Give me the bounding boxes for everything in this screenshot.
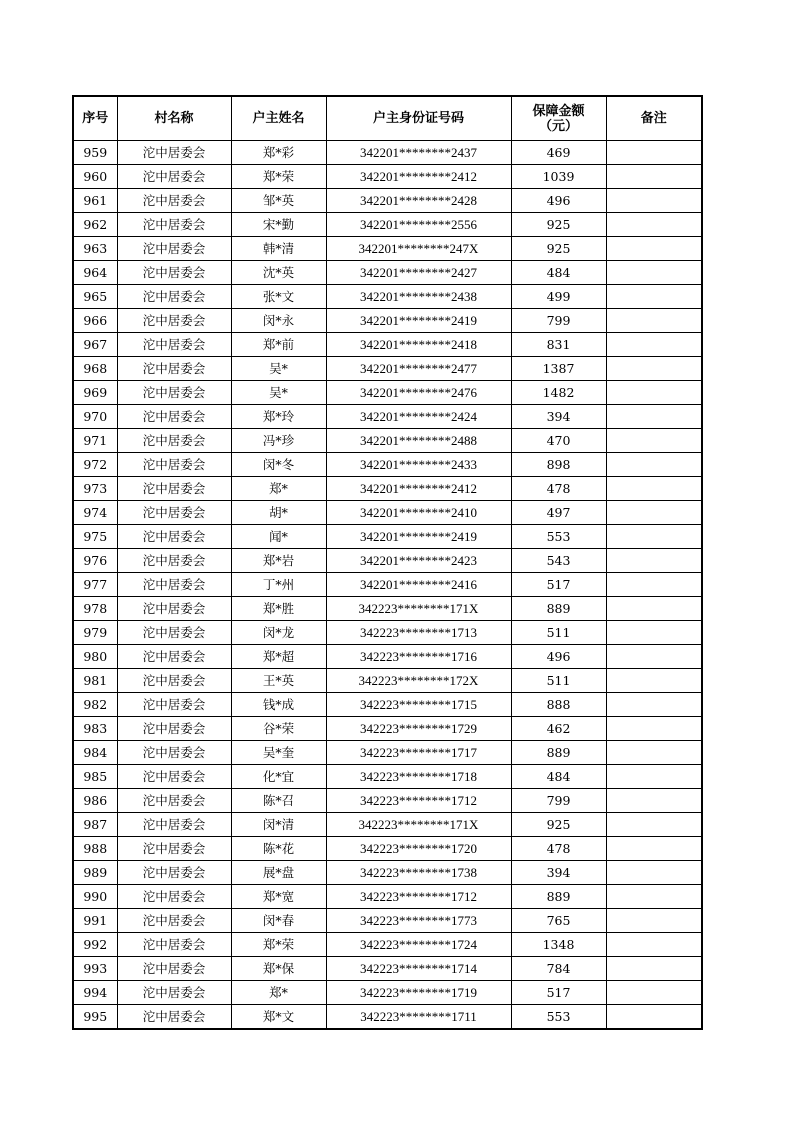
cell-village: 沱中居委会 — [117, 453, 231, 477]
cell-village: 沱中居委会 — [117, 813, 231, 837]
cell-remark — [606, 645, 702, 669]
cell-id-number: 342223********1720 — [326, 837, 511, 861]
cell-head-name: 邹*英 — [231, 189, 326, 213]
cell-head-name: 郑*岩 — [231, 549, 326, 573]
cell-id-number: 342201********2477 — [326, 357, 511, 381]
cell-village: 沱中居委会 — [117, 429, 231, 453]
cell-village: 沱中居委会 — [117, 501, 231, 525]
cell-id-number: 342201********2427 — [326, 261, 511, 285]
cell-id-number: 342201********2433 — [326, 453, 511, 477]
cell-village: 沱中居委会 — [117, 717, 231, 741]
cell-remark — [606, 669, 702, 693]
cell-village: 沱中居委会 — [117, 357, 231, 381]
cell-amount: 553 — [511, 1005, 606, 1030]
cell-head-name: 陈*召 — [231, 789, 326, 813]
cell-head-name: 钱*成 — [231, 693, 326, 717]
table-row — [73, 477, 702, 501]
table-row — [73, 141, 702, 165]
header-head-name: 户主姓名 — [231, 96, 326, 141]
cell-remark — [606, 285, 702, 309]
cell-amount: 1482 — [511, 381, 606, 405]
cell-remark — [606, 621, 702, 645]
cell-village: 沱中居委会 — [117, 333, 231, 357]
cell-head-name: 沈*英 — [231, 261, 326, 285]
cell-village: 沱中居委会 — [117, 1005, 231, 1030]
cell-remark — [606, 597, 702, 621]
cell-village: 沱中居委会 — [117, 933, 231, 957]
table-row — [73, 213, 702, 237]
cell-seq: 984 — [73, 741, 117, 765]
cell-id-number: 342223********171X — [326, 597, 511, 621]
table-row — [73, 621, 702, 645]
cell-id-number: 342201********2424 — [326, 405, 511, 429]
table-row — [73, 285, 702, 309]
cell-id-number: 342201********2438 — [326, 285, 511, 309]
cell-amount: 511 — [511, 621, 606, 645]
table-header — [73, 96, 702, 141]
header-row — [73, 96, 702, 141]
cell-seq: 994 — [73, 981, 117, 1005]
cell-amount: 889 — [511, 885, 606, 909]
cell-seq: 962 — [73, 213, 117, 237]
cell-remark — [606, 333, 702, 357]
cell-remark — [606, 837, 702, 861]
cell-remark — [606, 885, 702, 909]
table-row — [73, 333, 702, 357]
cell-village: 沱中居委会 — [117, 645, 231, 669]
cell-head-name: 闵*永 — [231, 309, 326, 333]
cell-seq: 992 — [73, 933, 117, 957]
table-row — [73, 261, 702, 285]
cell-village: 沱中居委会 — [117, 621, 231, 645]
cell-seq: 974 — [73, 501, 117, 525]
table-row — [73, 453, 702, 477]
cell-id-number: 342201********2419 — [326, 525, 511, 549]
table-row — [73, 357, 702, 381]
cell-village: 沱中居委会 — [117, 957, 231, 981]
cell-seq: 977 — [73, 573, 117, 597]
cell-id-number: 342223********1713 — [326, 621, 511, 645]
cell-id-number: 342201********2410 — [326, 501, 511, 525]
table-row — [73, 861, 702, 885]
cell-id-number: 342201********2419 — [326, 309, 511, 333]
table-row — [73, 885, 702, 909]
cell-amount: 831 — [511, 333, 606, 357]
table-row — [73, 549, 702, 573]
cell-seq: 966 — [73, 309, 117, 333]
cell-seq: 959 — [73, 141, 117, 165]
cell-head-name: 郑*玲 — [231, 405, 326, 429]
cell-amount: 799 — [511, 789, 606, 813]
cell-id-number: 342201********2428 — [326, 189, 511, 213]
cell-remark — [606, 405, 702, 429]
cell-remark — [606, 453, 702, 477]
cell-head-name: 吴*奎 — [231, 741, 326, 765]
cell-head-name: 闵*春 — [231, 909, 326, 933]
cell-head-name: 郑*荣 — [231, 165, 326, 189]
cell-id-number: 342201********2476 — [326, 381, 511, 405]
table-row — [73, 189, 702, 213]
cell-seq: 987 — [73, 813, 117, 837]
cell-village: 沱中居委会 — [117, 261, 231, 285]
cell-head-name: 闵*清 — [231, 813, 326, 837]
cell-amount: 925 — [511, 237, 606, 261]
cell-remark — [606, 549, 702, 573]
cell-head-name: 闵*龙 — [231, 621, 326, 645]
header-amount-line2: （元） — [538, 118, 578, 134]
cell-id-number: 342201********247X — [326, 237, 511, 261]
table-body — [73, 141, 702, 1030]
cell-remark — [606, 741, 702, 765]
cell-head-name: 王*英 — [231, 669, 326, 693]
cell-head-name: 郑*前 — [231, 333, 326, 357]
cell-remark — [606, 141, 702, 165]
cell-remark — [606, 501, 702, 525]
header-remark: 备注 — [606, 96, 702, 141]
cell-remark — [606, 237, 702, 261]
cell-village: 沱中居委会 — [117, 189, 231, 213]
cell-remark — [606, 357, 702, 381]
cell-head-name: 吴* — [231, 357, 326, 381]
cell-remark — [606, 765, 702, 789]
cell-amount: 925 — [511, 813, 606, 837]
cell-head-name: 展*盘 — [231, 861, 326, 885]
table-row — [73, 645, 702, 669]
table-row — [73, 597, 702, 621]
cell-seq: 965 — [73, 285, 117, 309]
cell-seq: 980 — [73, 645, 117, 669]
table-row — [73, 165, 702, 189]
cell-village: 沱中居委会 — [117, 213, 231, 237]
cell-amount: 898 — [511, 453, 606, 477]
cell-seq: 989 — [73, 861, 117, 885]
header-village: 村名称 — [117, 96, 231, 141]
cell-amount: 553 — [511, 525, 606, 549]
cell-id-number: 342223********1718 — [326, 765, 511, 789]
cell-village: 沱中居委会 — [117, 789, 231, 813]
cell-remark — [606, 957, 702, 981]
cell-village: 沱中居委会 — [117, 885, 231, 909]
cell-seq: 981 — [73, 669, 117, 693]
cell-amount: 889 — [511, 597, 606, 621]
table-row — [73, 501, 702, 525]
cell-remark — [606, 1005, 702, 1030]
cell-head-name: 郑* — [231, 477, 326, 501]
cell-remark — [606, 861, 702, 885]
cell-head-name: 胡* — [231, 501, 326, 525]
cell-village: 沱中居委会 — [117, 981, 231, 1005]
cell-amount: 799 — [511, 309, 606, 333]
cell-amount: 478 — [511, 837, 606, 861]
roster-table — [72, 95, 703, 1030]
cell-id-number: 342223********1714 — [326, 957, 511, 981]
cell-remark — [606, 261, 702, 285]
cell-id-number: 342201********2412 — [326, 477, 511, 501]
cell-village: 沱中居委会 — [117, 597, 231, 621]
cell-remark — [606, 165, 702, 189]
cell-village: 沱中居委会 — [117, 165, 231, 189]
cell-remark — [606, 717, 702, 741]
cell-id-number: 342201********2556 — [326, 213, 511, 237]
table-row — [73, 1005, 702, 1030]
cell-remark — [606, 813, 702, 837]
cell-seq: 990 — [73, 885, 117, 909]
cell-id-number: 342201********2412 — [326, 165, 511, 189]
table-row — [73, 837, 702, 861]
cell-seq: 960 — [73, 165, 117, 189]
cell-seq: 988 — [73, 837, 117, 861]
cell-head-name: 张*文 — [231, 285, 326, 309]
cell-id-number: 342223********1716 — [326, 645, 511, 669]
cell-id-number: 342223********1717 — [326, 741, 511, 765]
cell-village: 沱中居委会 — [117, 285, 231, 309]
cell-head-name: 郑*荣 — [231, 933, 326, 957]
cell-remark — [606, 309, 702, 333]
cell-remark — [606, 789, 702, 813]
cell-head-name: 陈*花 — [231, 837, 326, 861]
cell-village: 沱中居委会 — [117, 909, 231, 933]
cell-remark — [606, 909, 702, 933]
cell-seq: 972 — [73, 453, 117, 477]
cell-village: 沱中居委会 — [117, 573, 231, 597]
cell-head-name: 丁*州 — [231, 573, 326, 597]
cell-seq: 979 — [73, 621, 117, 645]
cell-seq: 976 — [73, 549, 117, 573]
cell-amount: 1039 — [511, 165, 606, 189]
table-row — [73, 909, 702, 933]
cell-remark — [606, 477, 702, 501]
table-row — [73, 813, 702, 837]
cell-village: 沱中居委会 — [117, 549, 231, 573]
table-row — [73, 741, 702, 765]
cell-head-name: 郑*彩 — [231, 141, 326, 165]
cell-amount: 784 — [511, 957, 606, 981]
cell-head-name: 韩*清 — [231, 237, 326, 261]
cell-amount: 496 — [511, 645, 606, 669]
cell-amount: 499 — [511, 285, 606, 309]
header-amount-line1: 保障金额 — [532, 103, 585, 119]
cell-amount: 511 — [511, 669, 606, 693]
cell-id-number: 342223********1773 — [326, 909, 511, 933]
cell-amount: 394 — [511, 861, 606, 885]
cell-remark — [606, 381, 702, 405]
cell-head-name: 冯*珍 — [231, 429, 326, 453]
cell-seq: 991 — [73, 909, 117, 933]
cell-seq: 982 — [73, 693, 117, 717]
cell-remark — [606, 189, 702, 213]
table-row — [73, 405, 702, 429]
cell-remark — [606, 693, 702, 717]
table-row — [73, 309, 702, 333]
cell-village: 沱中居委会 — [117, 405, 231, 429]
cell-village: 沱中居委会 — [117, 477, 231, 501]
cell-amount: 517 — [511, 981, 606, 1005]
cell-amount: 496 — [511, 189, 606, 213]
cell-seq: 993 — [73, 957, 117, 981]
cell-village: 沱中居委会 — [117, 381, 231, 405]
cell-seq: 970 — [73, 405, 117, 429]
cell-amount: 543 — [511, 549, 606, 573]
cell-seq: 973 — [73, 477, 117, 501]
cell-head-name: 郑*保 — [231, 957, 326, 981]
cell-seq: 975 — [73, 525, 117, 549]
table-row — [73, 933, 702, 957]
table-row — [73, 717, 702, 741]
cell-head-name: 郑* — [231, 981, 326, 1005]
table-row — [73, 573, 702, 597]
cell-village: 沱中居委会 — [117, 525, 231, 549]
cell-amount: 925 — [511, 213, 606, 237]
cell-seq: 967 — [73, 333, 117, 357]
header-id-number: 户主身份证号码 — [326, 96, 511, 141]
cell-amount: 517 — [511, 573, 606, 597]
cell-amount: 1348 — [511, 933, 606, 957]
cell-remark — [606, 525, 702, 549]
cell-id-number: 342223********1719 — [326, 981, 511, 1005]
table-row — [73, 669, 702, 693]
cell-id-number: 342223********172X — [326, 669, 511, 693]
cell-seq: 983 — [73, 717, 117, 741]
cell-head-name: 郑*胜 — [231, 597, 326, 621]
cell-remark — [606, 981, 702, 1005]
cell-seq: 969 — [73, 381, 117, 405]
cell-head-name: 谷*荣 — [231, 717, 326, 741]
cell-id-number: 342201********2437 — [326, 141, 511, 165]
cell-village: 沱中居委会 — [117, 141, 231, 165]
cell-id-number: 342201********2418 — [326, 333, 511, 357]
cell-head-name: 闻* — [231, 525, 326, 549]
cell-seq: 986 — [73, 789, 117, 813]
cell-amount: 484 — [511, 261, 606, 285]
cell-amount: 484 — [511, 765, 606, 789]
cell-head-name: 闵*冬 — [231, 453, 326, 477]
cell-amount: 888 — [511, 693, 606, 717]
cell-seq: 964 — [73, 261, 117, 285]
cell-id-number: 342201********2416 — [326, 573, 511, 597]
cell-amount: 497 — [511, 501, 606, 525]
table-row — [73, 957, 702, 981]
cell-id-number: 342201********2488 — [326, 429, 511, 453]
cell-village: 沱中居委会 — [117, 669, 231, 693]
cell-amount: 470 — [511, 429, 606, 453]
cell-id-number: 342223********171X — [326, 813, 511, 837]
table-row — [73, 981, 702, 1005]
cell-seq: 961 — [73, 189, 117, 213]
table-row — [73, 765, 702, 789]
table-row — [73, 237, 702, 261]
cell-head-name: 吴* — [231, 381, 326, 405]
cell-village: 沱中居委会 — [117, 309, 231, 333]
cell-head-name: 化*宜 — [231, 765, 326, 789]
cell-village: 沱中居委会 — [117, 741, 231, 765]
cell-id-number: 342223********1712 — [326, 885, 511, 909]
cell-village: 沱中居委会 — [117, 693, 231, 717]
table-row — [73, 789, 702, 813]
cell-id-number: 342223********1712 — [326, 789, 511, 813]
table-row — [73, 429, 702, 453]
cell-id-number: 342223********1738 — [326, 861, 511, 885]
cell-amount: 469 — [511, 141, 606, 165]
table-row — [73, 525, 702, 549]
header-seq: 序号 — [73, 96, 117, 141]
cell-head-name: 郑*文 — [231, 1005, 326, 1030]
cell-remark — [606, 933, 702, 957]
table-row — [73, 693, 702, 717]
cell-remark — [606, 573, 702, 597]
cell-head-name: 郑*超 — [231, 645, 326, 669]
cell-village: 沱中居委会 — [117, 237, 231, 261]
cell-seq: 978 — [73, 597, 117, 621]
cell-seq: 995 — [73, 1005, 117, 1030]
cell-amount: 462 — [511, 717, 606, 741]
table-row — [73, 381, 702, 405]
cell-amount: 889 — [511, 741, 606, 765]
cell-village: 沱中居委会 — [117, 765, 231, 789]
cell-village: 沱中居委会 — [117, 861, 231, 885]
cell-remark — [606, 213, 702, 237]
cell-id-number: 342223********1711 — [326, 1005, 511, 1030]
cell-amount: 765 — [511, 909, 606, 933]
cell-id-number: 342223********1724 — [326, 933, 511, 957]
cell-seq: 971 — [73, 429, 117, 453]
cell-seq: 985 — [73, 765, 117, 789]
header-amount — [511, 96, 606, 141]
cell-amount: 1387 — [511, 357, 606, 381]
cell-seq: 968 — [73, 357, 117, 381]
cell-village: 沱中居委会 — [117, 837, 231, 861]
cell-head-name: 宋*勤 — [231, 213, 326, 237]
cell-id-number: 342223********1729 — [326, 717, 511, 741]
cell-id-number: 342201********2423 — [326, 549, 511, 573]
cell-amount: 478 — [511, 477, 606, 501]
cell-id-number: 342223********1715 — [326, 693, 511, 717]
cell-amount: 394 — [511, 405, 606, 429]
cell-remark — [606, 429, 702, 453]
cell-seq: 963 — [73, 237, 117, 261]
cell-head-name: 郑*宽 — [231, 885, 326, 909]
